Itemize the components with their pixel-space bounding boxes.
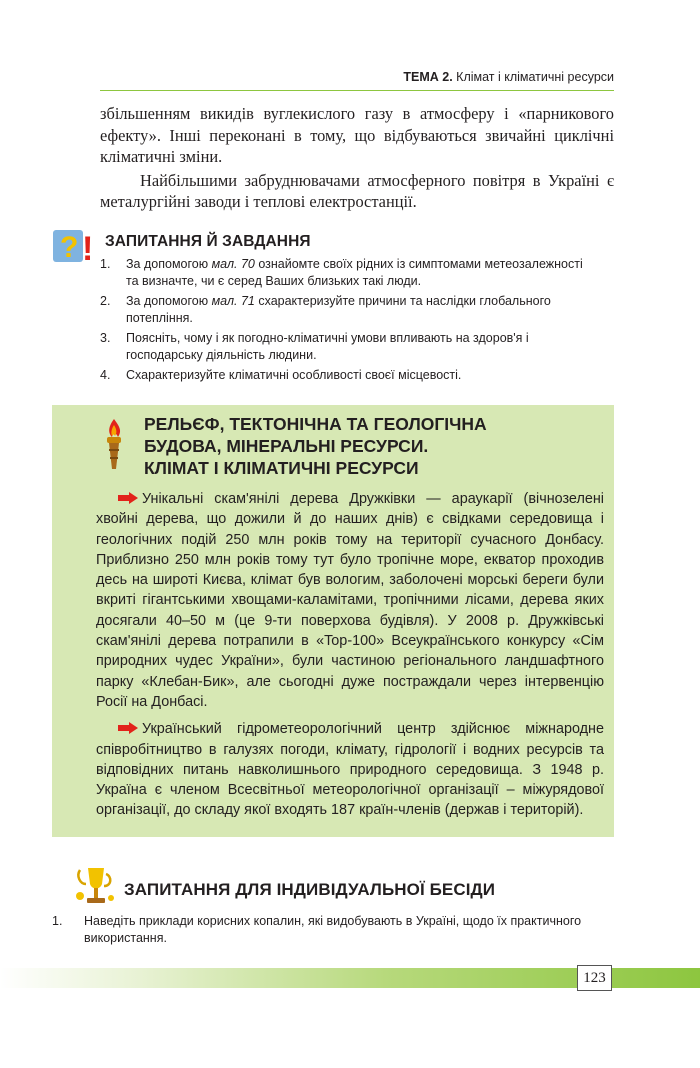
item-number: 2. <box>100 294 111 308</box>
running-header <box>100 70 614 84</box>
questions-title: ЗАПИТАННЯ Й ЗАВДАННЯ <box>105 233 311 250</box>
questions-list <box>100 256 592 387</box>
feature-title-line-2: БУДОВА, МІНЕРАЛЬНІ РЕСУРСИ. <box>144 436 429 456</box>
list-item <box>100 293 592 327</box>
svg-text:!: ! <box>82 230 94 266</box>
item-text: Схарактеризуйте кліматичні особливості своєї місцевості. <box>126 368 462 382</box>
list-item <box>52 913 612 947</box>
feature-title-line-3: КЛІМАТ І КЛІМАТИЧНІ РЕСУРСИ <box>144 458 419 478</box>
item-text-pre: За допомогою <box>126 257 212 271</box>
header-divider <box>100 90 614 91</box>
svg-text:?: ? <box>60 231 79 264</box>
item-text-pre: За допомогою <box>126 294 212 308</box>
feature-paragraph-2-text: Український гідрометеорологічний центр здійснює міжнародне співробітництво в галузях погоди, клімату, гідрології і водних ресурсів та відповідних питань навколишнього природного середовища. З 1948 р. Україна є членом Всесвітньої метеорологічної організації – міжурядової організації, до складу якої входять 187 країн-членів (держав і територій). <box>96 721 604 819</box>
figure-ref: мал. 70 <box>211 257 255 271</box>
discussion-title: ЗАПИТАННЯ ДЛЯ ІНДИВІДУАЛЬНОЇ БЕСІДИ <box>124 880 496 899</box>
trophy-icon <box>74 866 118 913</box>
item-number: 1. <box>100 257 111 271</box>
intro-text <box>100 103 614 213</box>
feature-paragraph-1 <box>96 489 604 712</box>
list-item <box>100 256 592 290</box>
item-text: Поясніть, чому і як погодно-кліматичні умови впливають на здоров'я і господарську діяльність людини. <box>126 331 529 362</box>
feature-paragraph-1-text: Унікальні скам'янілі дерева Дружківки — араукарії (вічнозелені хвойні дерева, що дожили й до наших днів) є свідками середовища і геологічних подій 250 млн років тому на території сучасного Донбасу. Приблизно 250 млн років тому тут було тропічне море, екватор проходив десь на широті Києва, клімат був вологим, заболочені морські береги були вкриті гігантськими хвощами-каламітами, тропічними лісами, дерева яких досягали 40–50 м (це 9-ти поверхова будівля). У 2008 р. Дружківські скам'янілі дерева потрапили в «Top-100» Всеукраїнського конкурсу «Сім природних чудес України», були частиною регіонального ландшафтного парку «Клебан-Бик», але сьогодні дуже постраждали через інтервенцію Росії на Донбасі. <box>96 491 604 710</box>
intro-paragraph-2: Найбільшими забруднювачами атмосферного повітря в Україні є металургійні заводи і теплові електростанції. <box>100 170 614 211</box>
feature-title <box>144 413 584 479</box>
item-text-post: схарактеризуйте причини та наслідки глобального потепління. <box>126 294 551 325</box>
figure-ref: мал. 71 <box>211 294 255 308</box>
feature-box <box>52 405 614 837</box>
item-number: 3. <box>100 331 111 345</box>
item-number: 1. <box>52 914 63 928</box>
list-item <box>100 330 592 364</box>
arrow-right-icon <box>118 493 138 503</box>
feature-paragraph-2 <box>96 719 604 820</box>
list-item <box>100 367 592 384</box>
item-number: 4. <box>100 368 111 382</box>
torch-icon <box>100 417 128 476</box>
arrow-right-icon <box>118 723 138 733</box>
page-number: 123 <box>577 965 612 991</box>
intro-paragraph-1: збільшенням викидів вуглекислого газу в атмосферу і «парникового ефекту». Інші переконані в тому, що відбуваються звичайні циклічні кліматичні зміни. <box>100 104 614 166</box>
item-text-post: ознайомте своїх рідних із симптомами метеозалежності та визначте, чи є серед Ваших близьких такі люди. <box>126 257 583 288</box>
topic-title: Клімат і кліматичні ресурси <box>456 70 614 84</box>
topic-label: ТЕМА 2. <box>403 70 453 84</box>
discussion-list <box>52 913 612 947</box>
feature-title-line-1: РЕЛЬЄФ, ТЕКТОНІЧНА ТА ГЕОЛОГІЧНА <box>144 414 487 434</box>
item-text: Наведіть приклади корисних копалин, які видобувають в Україні, щодо їх практичного використання. <box>84 914 582 945</box>
feature-paragraphs <box>96 489 604 828</box>
question-exclamation-icon <box>52 226 102 271</box>
